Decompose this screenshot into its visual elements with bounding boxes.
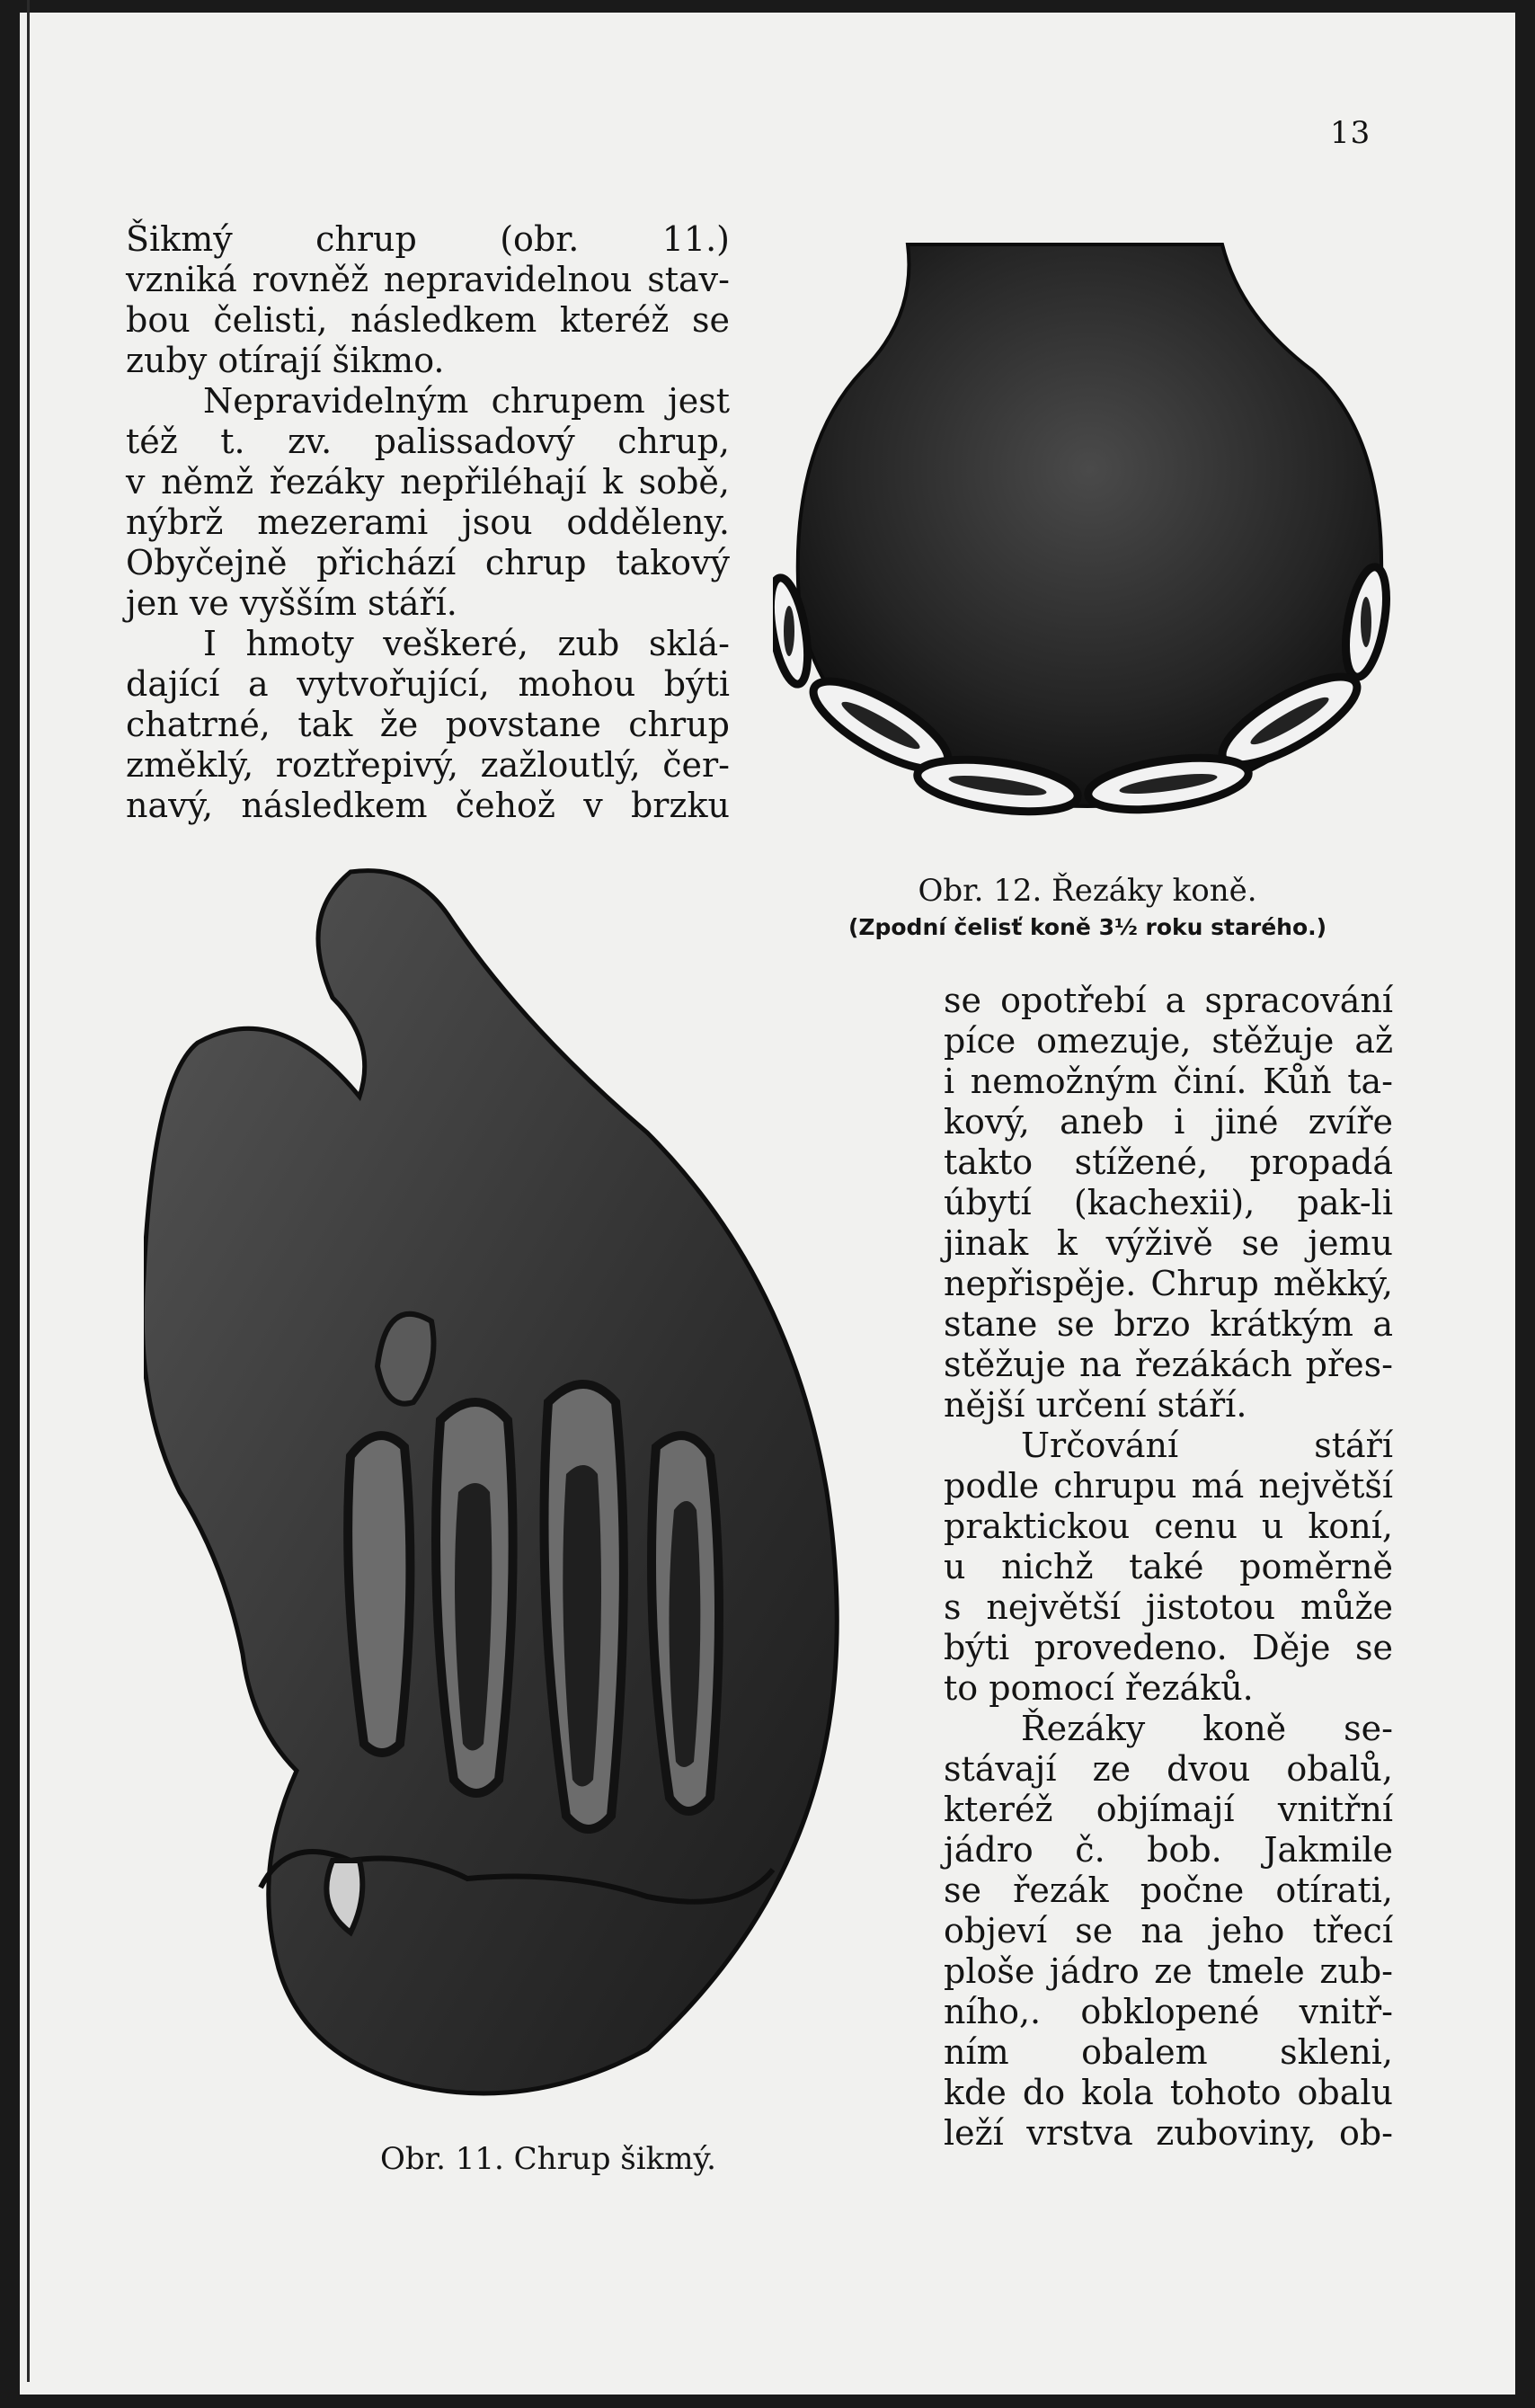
left-column-line: vzniká rovněž nepravidelnou stav-: [126, 260, 730, 299]
right-column-line: takto stížené, propadá: [944, 1142, 1393, 1182]
right-column-line: stane se brzo krátkým a: [944, 1304, 1393, 1344]
right-column-line: s největší jistotou může: [944, 1587, 1393, 1627]
right-column-line: leží vrstva zuboviny, ob-: [944, 2113, 1393, 2153]
right-column-line: to pomocí řezáků.: [944, 1668, 1254, 1708]
right-column-line: kteréž objímají vnitřní: [944, 1790, 1393, 1829]
figure-11-caption: Obr. 11. Chrup šikmý.: [380, 2141, 716, 2177]
right-column-line: kde do kola tohoto obalu: [944, 2073, 1393, 2112]
left-column-line: zuby otírají šikmo.: [126, 341, 445, 380]
left-column-line: chatrné, tak že povstane chrup: [126, 705, 730, 744]
left-column-line: v němž řezáky nepřiléhají k sobě,: [126, 462, 730, 502]
left-column-line: jen ve vyšším stáří.: [126, 583, 457, 623]
left-column-line: bou čelisti, následkem kteréž se: [126, 300, 730, 340]
left-text-column: [126, 219, 730, 826]
right-column-line: Určování stáří: [1021, 1426, 1393, 1465]
left-column-line: dající a vytvořující, mohou býti: [126, 664, 730, 704]
right-column-line: ploše jádro ze tmele zub-: [944, 1951, 1393, 1991]
figure-12-caption: Obr. 12. Řezáky koně.: [918, 873, 1257, 909]
left-column-line: též t. zv. palissadový chrup,: [126, 422, 730, 461]
right-column-line: objeví se na jeho třecí: [944, 1911, 1393, 1950]
right-column-line: Řezáky koně se-: [1021, 1709, 1393, 1748]
right-column-line: praktickou cenu u koní,: [944, 1506, 1393, 1546]
left-column-line: změklý, roztřepivý, zažloutlý, čer-: [126, 745, 730, 785]
right-column-line: se řezák počne otírati,: [944, 1870, 1393, 1910]
left-column-line: navý, následkem čehož v brzku: [126, 786, 730, 825]
right-column-line: se opotřebí a spracování: [944, 981, 1393, 1020]
figure-11-oblique-teeth-illustration: [144, 863, 935, 2121]
right-column-line: jinak k výživě se jemu: [944, 1223, 1393, 1263]
right-column-line: stěžuje na řezákách přes-: [944, 1345, 1393, 1384]
left-column-line: Obyčejně přichází chrup takový: [126, 543, 730, 582]
right-column-line: podle chrupu má největší: [944, 1466, 1393, 1506]
left-column-line: I hmoty veškeré, zub sklá-: [203, 624, 730, 663]
page-binding-edge: [27, 0, 30, 2382]
right-column-line: stávají ze dvou obalů,: [944, 1749, 1393, 1789]
right-column-line: nepřispěje. Chrup měkký,: [944, 1264, 1393, 1303]
right-column-line: u nichž také poměrně: [944, 1547, 1393, 1586]
figure-12-incisors-illustration: [773, 235, 1402, 847]
figure-12-subcaption: (Zpodní čelisť koně 3½ roku starého.): [847, 914, 1327, 940]
right-column-line: píce omezuje, stěžuje až: [944, 1021, 1393, 1061]
right-column-line: ního,. obklopené vnitř-: [944, 1992, 1393, 2031]
right-column-line: i nemožným činí. Kůň ta-: [944, 1062, 1393, 1101]
right-column-line: kový, aneb i jiné zvíře: [944, 1102, 1393, 1142]
left-column-line: nýbrž mezerami jsou odděleny.: [126, 502, 730, 542]
right-column-line: býti provedeno. Děje se: [944, 1628, 1393, 1667]
page-number: 13: [1330, 115, 1371, 151]
left-column-line: Nepravidelným chrupem jest: [203, 381, 730, 421]
right-column-line: jádro č. bob. Jakmile: [944, 1830, 1393, 1870]
right-column-line: úbytí (kachexii), pak-li: [944, 1183, 1393, 1222]
left-column-line: Šikmý chrup (obr. 11.): [126, 219, 730, 259]
right-column-line: ním obalem skleni,: [944, 2032, 1393, 2072]
right-column-line: nější určení stáří.: [944, 1385, 1247, 1425]
right-text-column: [944, 981, 1393, 2154]
